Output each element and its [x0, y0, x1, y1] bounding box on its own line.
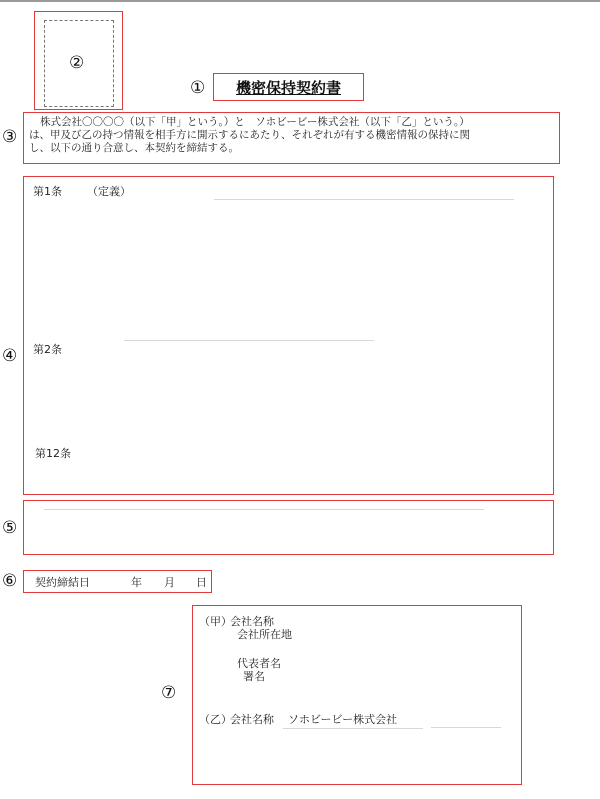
- circled-number-2: ②: [69, 53, 85, 73]
- circled-number-4: ④: [2, 346, 18, 366]
- party-b-company-name: ソホビービー株式会社: [288, 713, 398, 726]
- faint-text-line: [44, 509, 484, 510]
- intro-paragraph: [29, 116, 559, 155]
- document-title: 機密保持契約書: [235, 78, 341, 97]
- intro-line-3: し、以下の通り合意し、本契約を締結する。: [29, 142, 239, 154]
- party-a-representative-label: 代表者名: [237, 657, 281, 670]
- intro-line-1: 株式会社〇〇〇〇（以下「甲」という。）と ソホビービー株式会社（以下「乙」という。）: [40, 116, 470, 128]
- party-a-prefix: （甲）: [199, 615, 232, 628]
- faint-text-line: [214, 199, 514, 200]
- circled-number-5: ⑤: [2, 518, 18, 538]
- circled-number-3: ③: [2, 127, 18, 147]
- party-b-company-name-label: 会社名称: [230, 713, 274, 726]
- party-a-signature-label: 署名: [243, 670, 265, 683]
- faint-text-line: [124, 340, 374, 341]
- article-1-heading: （定義）: [87, 185, 131, 198]
- circled-number-6: ⑥: [2, 571, 18, 591]
- signing-date-day: 日: [196, 576, 207, 589]
- intro-box: [23, 112, 560, 164]
- circled-number-1: ①: [190, 78, 206, 98]
- signature-box: [192, 605, 522, 785]
- signing-date-label: 契約締結日: [35, 576, 90, 589]
- signing-date-box: [23, 570, 212, 593]
- intro-line-2: は、甲及び乙の持つ情報を相手方に開示するにあたり、それぞれが有する機密情報の保持に関: [29, 129, 470, 141]
- articles-box: [23, 176, 554, 495]
- article-2-number: 第2条: [33, 343, 62, 356]
- circled-number-7: ⑦: [161, 683, 177, 703]
- faint-text-line: [283, 728, 423, 729]
- faint-text-line: [431, 727, 501, 728]
- party-b-prefix: （乙）: [199, 713, 232, 726]
- signing-date-month: 月: [164, 576, 175, 589]
- closing-clause-box: [23, 500, 554, 555]
- article-12-number: 第12条: [35, 447, 71, 460]
- title-box: [213, 73, 364, 101]
- signing-date-year: 年: [131, 576, 142, 589]
- top-border-line: [0, 0, 600, 2]
- logo-placeholder-box: [34, 11, 123, 110]
- article-1-number: 第1条: [33, 185, 62, 198]
- party-a-company-name-label: 会社名称: [230, 615, 274, 628]
- party-a-address-label: 会社所在地: [237, 628, 292, 641]
